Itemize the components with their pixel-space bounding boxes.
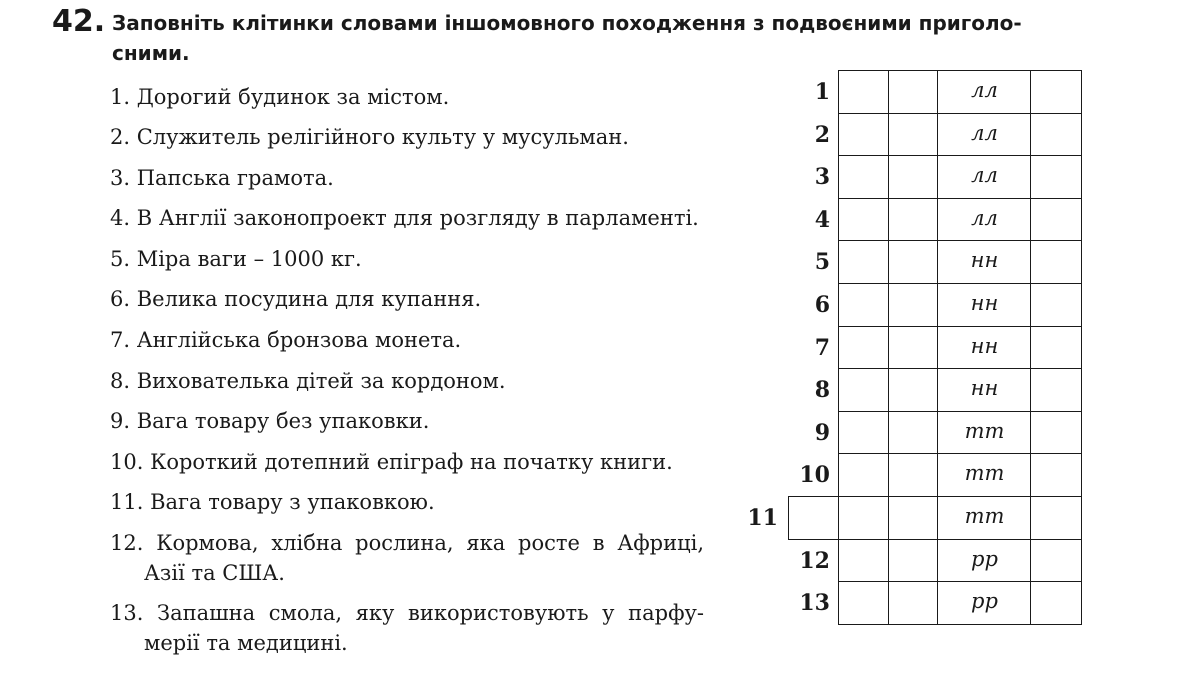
grid-row-number: 3 xyxy=(814,164,830,191)
question-item xyxy=(110,163,704,193)
question-text: 9. Вага товару без упаковки. xyxy=(110,409,430,433)
grid-cell-empty[interactable] xyxy=(888,70,939,114)
exercise-title xyxy=(112,8,1112,68)
grid-cell-empty[interactable] xyxy=(838,155,890,199)
question-text: 11. Вага товару з упаковкою. xyxy=(110,490,435,514)
grid-cell-letters[interactable]: тт xyxy=(937,411,1032,455)
grid-cell-empty[interactable] xyxy=(838,198,890,242)
grid-cell-empty[interactable] xyxy=(838,70,890,114)
grid-cell-letters[interactable]: лл xyxy=(937,70,1032,114)
grid-cell-empty[interactable] xyxy=(888,539,939,583)
grid-row-number: 10 xyxy=(799,462,830,489)
grid-cell-empty[interactable] xyxy=(788,496,839,540)
grid-cell-empty[interactable] xyxy=(888,453,939,497)
grid-cell-empty[interactable] xyxy=(888,198,939,242)
grid-cell-empty[interactable] xyxy=(838,453,890,497)
question-item xyxy=(110,122,704,152)
grid-cell-letters[interactable]: лл xyxy=(937,198,1032,242)
grid-cell-letters[interactable]: лл xyxy=(937,155,1032,199)
grid-cell-empty[interactable] xyxy=(838,539,890,583)
grid-cell-empty[interactable] xyxy=(1030,411,1082,455)
grid-cell-letters[interactable]: лл xyxy=(937,113,1032,157)
grid-cell-letters[interactable]: рр xyxy=(937,539,1032,583)
question-item xyxy=(110,366,704,396)
grid-cell-empty[interactable] xyxy=(888,240,939,284)
grid-cell-empty[interactable] xyxy=(1030,240,1082,284)
grid-row-number: 4 xyxy=(814,206,830,233)
grid-row-number: 13 xyxy=(799,590,830,617)
question-item xyxy=(110,82,704,112)
question-item xyxy=(110,244,704,274)
grid-cell-empty[interactable] xyxy=(838,283,890,327)
grid-cell-letters[interactable]: тт xyxy=(937,453,1032,497)
question-item xyxy=(110,203,704,233)
grid-cell-empty[interactable] xyxy=(888,368,939,412)
grid-cell-letters[interactable]: нн xyxy=(937,326,1032,370)
grid-cell-empty[interactable] xyxy=(1030,70,1082,114)
question-text: 3. Папська грамота. xyxy=(110,166,334,190)
question-text: 7. Англійська бронзова монета. xyxy=(110,328,462,352)
grid-cell-empty[interactable] xyxy=(888,496,939,540)
question-item xyxy=(110,487,704,517)
question-text: 5. Міра ваги – 1000 кг. xyxy=(110,247,362,271)
grid-row-number: 2 xyxy=(814,121,830,148)
grid-cell-empty[interactable] xyxy=(1030,453,1082,497)
question-item xyxy=(110,447,704,477)
grid-cell-empty[interactable] xyxy=(838,496,890,540)
grid-row-number: 12 xyxy=(799,547,830,574)
question-text-continuation: Азії та США. xyxy=(144,561,285,585)
grid-row-number: 1 xyxy=(814,79,830,105)
question-item xyxy=(110,284,704,314)
grid-cell-empty[interactable] xyxy=(838,411,890,455)
grid-row-number: 9 xyxy=(814,419,830,446)
grid-cell-empty[interactable] xyxy=(838,326,890,370)
question-item xyxy=(110,598,704,658)
grid-cell-letters[interactable]: тт xyxy=(937,496,1032,540)
question-text: 1. Дорогий будинок за містом. xyxy=(110,85,450,109)
grid-cell-empty[interactable] xyxy=(1030,368,1082,412)
grid-cell-letters[interactable]: нн xyxy=(937,368,1032,412)
grid-cell-letters[interactable]: рр xyxy=(937,581,1032,625)
question-text-continuation: мерії та медицині. xyxy=(144,631,348,655)
question-item xyxy=(110,528,704,588)
grid-row-number: 11 xyxy=(747,505,778,531)
grid-cell-empty[interactable] xyxy=(1030,496,1082,540)
question-text: 12. Кормова, хлібна рослина, яка росте в Африці, xyxy=(110,531,704,555)
grid-cell-empty[interactable] xyxy=(1030,326,1082,370)
exercise-title-line1: Заповніть клітинки словами іншомовного походження з подвоєними приголо- xyxy=(112,11,1022,35)
grid-row-number: 7 xyxy=(814,334,830,361)
grid-cell-letters[interactable]: нн xyxy=(937,240,1032,284)
grid-cell-empty[interactable] xyxy=(1030,198,1082,242)
grid-cell-empty[interactable] xyxy=(888,326,939,370)
grid-cell-empty[interactable] xyxy=(888,283,939,327)
question-text: 10. Короткий дотепний епіграф на початку книги. xyxy=(110,450,673,474)
grid-cell-empty[interactable] xyxy=(1030,581,1082,625)
exercise-number: 42. xyxy=(52,4,106,39)
question-text: 4. В Англії законопроект для розгляду в парламенті. xyxy=(110,206,699,230)
question-text: 8. Вихователька дітей за кордоном. xyxy=(110,369,506,393)
question-item xyxy=(110,406,704,436)
grid-cell-empty[interactable] xyxy=(838,581,890,625)
grid-row-number: 6 xyxy=(814,292,830,318)
grid-cell-empty[interactable] xyxy=(1030,155,1082,199)
grid-cell-empty[interactable] xyxy=(1030,539,1082,583)
grid-cell-empty[interactable] xyxy=(888,113,939,157)
grid-cell-empty[interactable] xyxy=(888,411,939,455)
grid-row-number: 8 xyxy=(814,377,830,404)
grid-cell-empty[interactable] xyxy=(888,581,939,625)
question-text: 13. Запашна смола, яку використовують у парфу- xyxy=(110,601,704,625)
question-text: 6. Велика посудина для купання. xyxy=(110,287,482,311)
grid-cell-empty[interactable] xyxy=(1030,283,1082,327)
question-item xyxy=(110,325,704,355)
exercise-title-line2: сними. xyxy=(112,41,190,65)
grid-cell-empty[interactable] xyxy=(838,368,890,412)
grid-cell-empty[interactable] xyxy=(888,155,939,199)
grid-row-number: 5 xyxy=(814,249,830,276)
grid-cell-empty[interactable] xyxy=(1030,113,1082,157)
grid-cell-letters[interactable]: нн xyxy=(937,283,1032,327)
question-text: 2. Служитель релігійного культу у мусульман. xyxy=(110,125,629,149)
grid-cell-empty[interactable] xyxy=(838,240,890,284)
grid-cell-empty[interactable] xyxy=(838,113,890,157)
